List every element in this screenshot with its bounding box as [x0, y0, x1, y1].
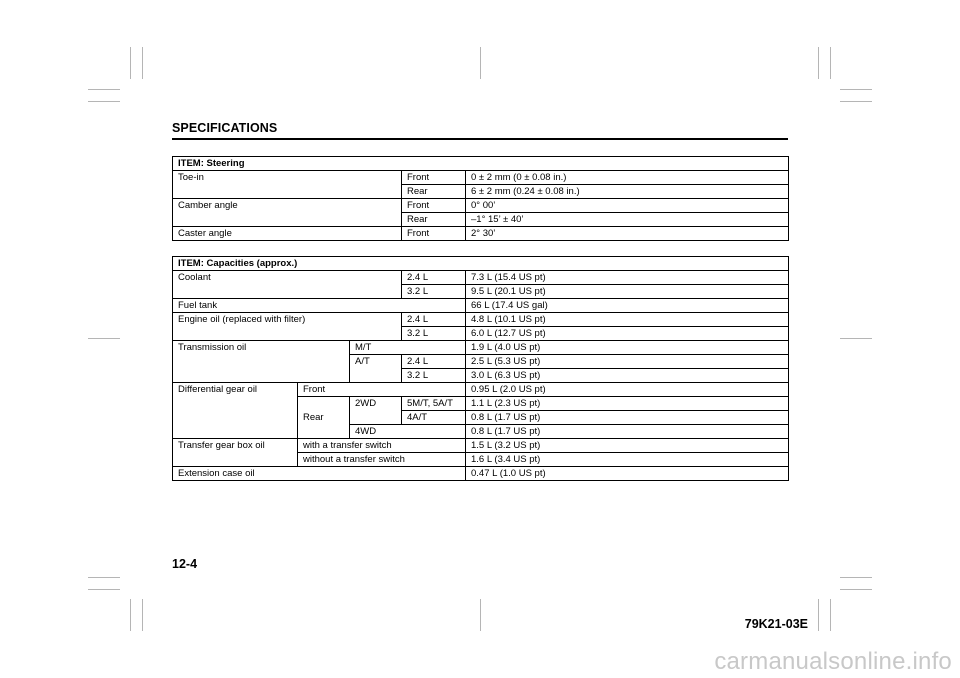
condition-cell: with a transfer switch: [298, 439, 466, 453]
item-label: Coolant: [173, 271, 402, 299]
drive-cell: 2WD: [350, 397, 402, 425]
engine-cell: 2.4 L: [402, 355, 466, 369]
value-cell: 0.47 L (1.0 US pt): [466, 467, 789, 481]
crop-mark: [840, 577, 872, 578]
table-row: [173, 467, 789, 481]
table-row: [173, 341, 789, 355]
header-rule: [172, 138, 788, 140]
position-cell: Front: [298, 383, 466, 397]
type-cell: 5M/T, 5A/T: [402, 397, 466, 411]
type-cell: A/T: [350, 355, 402, 383]
crop-mark: [818, 599, 819, 631]
engine-cell: 3.2 L: [402, 369, 466, 383]
crop-mark: [830, 599, 831, 631]
condition-cell: without a transfer switch: [298, 453, 466, 467]
crop-mark: [130, 599, 131, 631]
value-cell: 66 L (17.4 US gal): [466, 299, 789, 313]
drive-cell: 4WD: [350, 425, 466, 439]
crop-mark: [830, 47, 831, 79]
value-cell: 2.5 L (5.3 US pt): [466, 355, 789, 369]
crop-mark: [142, 599, 143, 631]
value-cell: 0 ± 2 mm (0 ± 0.08 in.): [466, 171, 789, 185]
crop-mark: [480, 599, 481, 631]
crop-mark: [88, 589, 120, 590]
crop-mark: [88, 338, 120, 339]
position-cell: Rear: [402, 213, 466, 227]
type-cell: 4A/T: [402, 411, 466, 425]
position-cell: Rear: [298, 397, 350, 439]
section-title: SPECIFICATIONS: [172, 121, 278, 135]
position-cell: Front: [402, 199, 466, 213]
table-title: ITEM: Capacities (approx.): [173, 257, 789, 271]
table-row: [173, 199, 789, 213]
crop-mark: [818, 47, 819, 79]
value-cell: –1° 15’ ± 40’: [466, 213, 789, 227]
crop-mark: [840, 589, 872, 590]
value-cell: 7.3 L (15.4 US pt): [466, 271, 789, 285]
value-cell: 0.95 L (2.0 US pt): [466, 383, 789, 397]
crop-mark: [840, 101, 872, 102]
type-cell: M/T: [350, 341, 466, 355]
value-cell: 1.9 L (4.0 US pt): [466, 341, 789, 355]
item-label: Fuel tank: [173, 299, 466, 313]
engine-cell: 2.4 L: [402, 313, 466, 327]
item-label: Transmission oil: [173, 341, 350, 383]
item-label: Engine oil (replaced with filter): [173, 313, 402, 341]
position-cell: Front: [402, 171, 466, 185]
document-code: 79K21-03E: [744, 617, 808, 631]
page-number: 12-4: [172, 557, 198, 571]
item-label: Transfer gear box oil: [173, 439, 298, 467]
value-cell: 3.0 L (6.3 US pt): [466, 369, 789, 383]
table-row: [173, 271, 789, 285]
item-label: Toe-in: [173, 171, 402, 199]
value-cell: 6 ± 2 mm (0.24 ± 0.08 in.): [466, 185, 789, 199]
position-cell: Front: [402, 227, 466, 241]
item-label: Differential gear oil: [173, 383, 298, 439]
crop-mark: [480, 47, 481, 79]
crop-mark: [142, 47, 143, 79]
watermark-link[interactable]: carmanualsonline.info: [714, 648, 952, 675]
value-cell: 6.0 L (12.7 US pt): [466, 327, 789, 341]
value-cell: 1.5 L (3.2 US pt): [466, 439, 789, 453]
crop-mark: [840, 89, 872, 90]
table-row: [173, 383, 789, 397]
value-cell: 0.8 L (1.7 US pt): [466, 425, 789, 439]
table-title: ITEM: Steering: [173, 157, 789, 171]
value-cell: 0° 00’: [466, 199, 789, 213]
item-label: Extension case oil: [173, 467, 466, 481]
crop-mark: [88, 89, 120, 90]
engine-cell: 2.4 L: [402, 271, 466, 285]
capacities-table: [172, 256, 789, 481]
crop-mark: [88, 577, 120, 578]
value-cell: 2° 30’: [466, 227, 789, 241]
table-row: [173, 227, 789, 241]
crop-mark: [840, 338, 872, 339]
table-row: [173, 171, 789, 185]
table-row: [173, 313, 789, 327]
engine-cell: 3.2 L: [402, 285, 466, 299]
value-cell: 9.5 L (20.1 US pt): [466, 285, 789, 299]
steering-table: [172, 156, 789, 241]
item-label: Caster angle: [173, 227, 402, 241]
crop-mark: [130, 47, 131, 79]
value-cell: 0.8 L (1.7 US pt): [466, 411, 789, 425]
table-row: [173, 439, 789, 453]
value-cell: 4.8 L (10.1 US pt): [466, 313, 789, 327]
item-label: Camber angle: [173, 199, 402, 227]
table-row: [173, 257, 789, 271]
crop-mark: [88, 101, 120, 102]
table-row: [173, 157, 789, 171]
value-cell: 1.6 L (3.4 US pt): [466, 453, 789, 467]
value-cell: 1.1 L (2.3 US pt): [466, 397, 789, 411]
engine-cell: 3.2 L: [402, 327, 466, 341]
table-row: [173, 299, 789, 313]
position-cell: Rear: [402, 185, 466, 199]
